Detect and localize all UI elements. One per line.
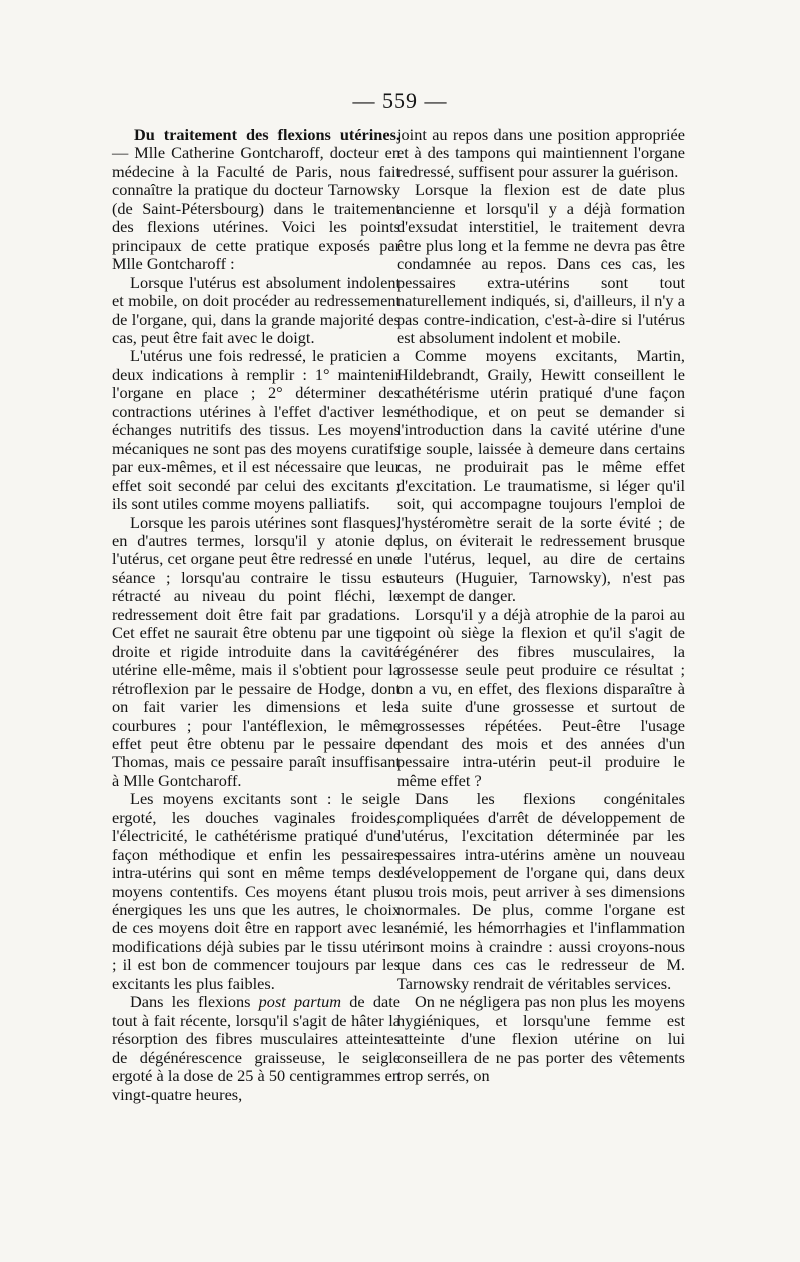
paragraph: Les moyens excitants sont : le seigle ergoté, les douches vaginales froides, l'électricité, le cathétérisme pratiqué d'une façon méthodique et enfin les pessaires intra-utérins qui sont en même temps des moyens contentifs. Ces moyens étant plus énergiques les uns que les autres, le choix de ces moyens doit être en rapport avec les modifications déjà subies par le tissu utérin ; il est bon de commencer toujours par les excitants les plus faibles.	[112, 789, 400, 993]
paragraph: Lorsqu'il y a déjà atrophie de la paroi au point où siège la flexion et qu'il s'agit de régénérer des fibres musculaires, la grossesse seule peut produire ce résultat ; on a vu, en effet, des flexions disparaître à la suite d'une grossesse et surtout de grossesses répétées. Peut-être l'usage pendant des mois et des années d'un pessaire intra-utérin peut-il produire le même effet ?	[397, 604, 685, 790]
paragraph-text: de date tout à fait récente, lorsqu'il s'agit de hâter la résorption des fibres musculaires atteintes de dégénérescence graisseuse, le seigle ergoté à la dose de 25 à 50 centigrammes en vingt-quatre heures,	[112, 992, 400, 1104]
italic-term: post partum	[258, 992, 342, 1012]
paragraph	[112, 126, 400, 274]
paragraph: On ne négligera pas non plus les moyens hygiéniques, et lorsqu'une femme est atteinte d'une flexion utérine on lui conseillera de ne pas porter des vêtements trop serrés, on	[397, 992, 685, 1086]
paragraph-text: Dans les flexions	[130, 992, 259, 1012]
paragraph-text: — Mlle Catherine Gontcharoff, docteur en médecine à la Faculté de Paris, nous fait connaître la pratique du docteur Tarnowsky (de Saint-Pétersbourg) dans le traitement des flexions utérines. Voici les points principaux de cette pratique exposés par Mlle Gontcharoff :	[112, 143, 400, 274]
paragraph: Lorsque l'utérus est absolument indolent et mobile, on doit procéder au redressement de l'organe, qui, dans la grande majorité des cas, peut être fait avec le doigt.	[112, 272, 400, 347]
paragraph: L'utérus une fois redressé, le praticien a deux indications à remplir : 1° maintenir l'organe en place ; 2° déterminer des contractions utérines à l'effet d'activer les échanges nutritifs des tissus. Les moyens mécaniques ne sont pas des moyens curatifs par eux-mêmes, et il est nécessaire que leur effet soit secondé par celui des excitants ; ils sont utiles comme moyens palliatifs.	[112, 346, 400, 514]
page-number: — 559 —	[352, 88, 448, 113]
paragraph: Lorsque les parois utérines sont flasques, en d'autres termes, lorsqu'il y atonie de l'utérus, cet organe peut être redressé en une séance ; lorsqu'au contraire le tissu est rétracté au niveau du point fléchi, le redressement doit être fait par gradations. Cet effet ne saurait être obtenu par une tige droite et rigide introduite dans la cavité utérine elle-même, mais il s'obtient pour la rétroflexion par le pessaire de Hodge, dont on fait varier les dimensions et les courbures ; pour l'antéflexion, le même effet peut être obtenu par le pessaire de Thomas, mais ce pessaire paraît insuffisant à Mlle Gontcharoff.	[112, 512, 400, 790]
paragraph: Lorsque la flexion est de date plus ancienne et lorsqu'il y a déjà formation d'exsudat interstitiel, le traitement devra être plus long et la femme ne devra pas être condamnée au repos. Dans ces cas, les pessaires extra-utérins sont tout naturellement indiqués, si, d'ailleurs, il n'y a pas contre-indication, c'est-à-dire si l'utérus est absolument indolent et mobile.	[397, 180, 685, 347]
paragraph: Comme moyens excitants, Martin, Hildebrandt, Graily, Hewitt conseillent le cathétérisme utérin pratiqué d'une façon méthodique, et on peut se demander si l'introduction dans la cavité utérine d'une tige souple, laissée à demeure dans certains cas, ne produirait pas le même effet d'excitation. Le traumatisme, si léger qu'il soit, qui accompagne toujours l'emploi de l'hystéromètre serait de la sorte évité ; de plus, on éviterait le redressement brusque de l'utérus, lequel, au dire de certains auteurs (Huguier, Tarnowsky), n'est pas exempt de danger.	[397, 346, 685, 606]
section-heading: Du traitement des flexions utérines.	[134, 125, 400, 144]
paragraph-continued: joint au repos dans une position appropriée et à des tampons qui maintiennent l'organe redressé, suffisent pour assurer la guérison.	[397, 125, 685, 181]
paragraph: Dans les flexions congénitales compliquées d'arrêt de développement de l'utérus, l'excitation déterminée par les pessaires intra-utérins amène un nouveau développement de l'organe qui, dans deux ou trois mois, peut arriver à ses dimensions normales. De plus, comme l'organe est anémié, les hémorrhagies et l'inflammation sont moins à craindre : aussi croyons-nous que dans ces cas le redresseur de M. Tarnowsky rendrait de véritables services.	[397, 789, 685, 993]
left-column	[112, 126, 400, 1104]
paragraph	[112, 993, 400, 1104]
right-column	[397, 126, 685, 1086]
